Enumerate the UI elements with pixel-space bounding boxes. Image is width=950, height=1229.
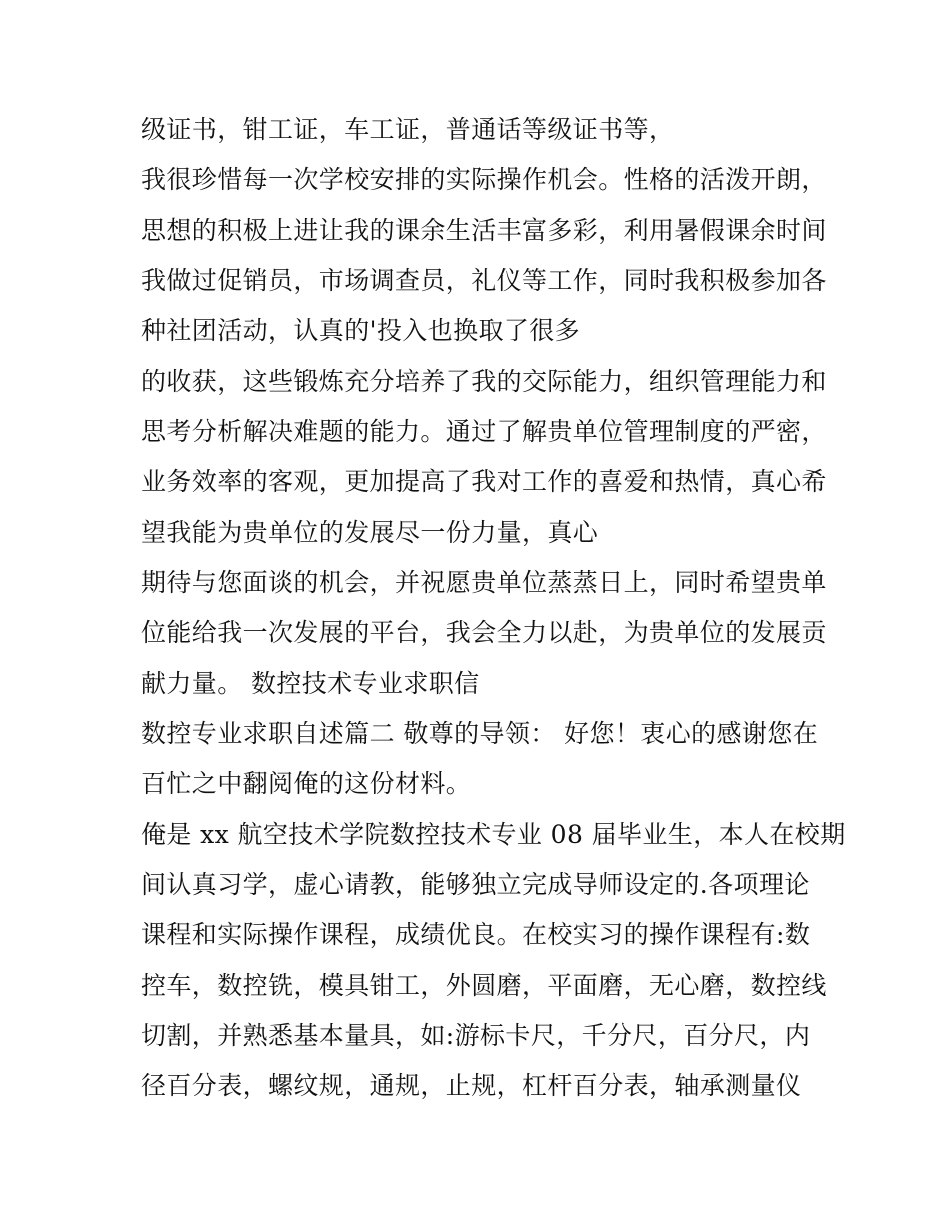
text-line: 我很珍惜每一次学校安排的实际操作机会。性格的活泼开朗，	[141, 165, 827, 194]
text-line: 间认真习学，虚心请教，能够独立完成导师设定的.各项理论	[141, 870, 810, 899]
text-line: 我做过促销员，市场调查员，礼仪等工作，同时我积极参加各	[141, 266, 827, 295]
text-line: 期待与您面谈的机会，并祝愿贵单位蒸蒸日上，同时希望贵单	[141, 568, 827, 597]
text-line: 业务效率的客观，更加提高了我对工作的喜爱和热情，真心希	[141, 467, 827, 496]
text-line: 思考分析解决难题的能力。通过了解贵单位管理制度的严密，	[141, 417, 827, 446]
text-line: 俺是 xx 航空技术学院数控技术专业 08 届毕业生，本人在校期	[141, 820, 846, 849]
text-line: 的收获，这些锻炼充分培养了我的交际能力，组织管理能力和	[141, 367, 827, 396]
text-line: 望我能为贵单位的发展尽一份力量，真心	[141, 518, 599, 547]
text-line: 种社团活动，认真的'投入也换取了很多	[141, 316, 581, 345]
text-line: 级证书，钳工证，车工证，普通话等级证书等，	[141, 115, 675, 144]
text-line: 切割，并熟悉基本量具，如:游标卡尺，千分尺，百分尺，内	[141, 1021, 811, 1050]
text-line: 百忙之中翻阅俺的这份材料。	[141, 769, 472, 798]
text-line: 献力量。 数控技术专业求职信	[141, 669, 480, 698]
text-line: 径百分表，螺纹规，通规，止规，杠杆百分表，轴承测量仪	[141, 1071, 802, 1100]
text-line: 数控专业求职自述篇二 敬尊的导领： 好您！衷心的感谢您在	[141, 719, 819, 748]
text-line: 思想的积极上进让我的课余生活丰富多彩，利用暑假课余时间	[141, 216, 827, 245]
text-line: 课程和实际操作课程，成绩优良。在校实习的操作课程有:数	[141, 920, 811, 949]
text-line: 位能给我一次发展的平台，我会全力以赴，为贵单位的发展贡	[141, 618, 827, 647]
text-line: 控车，数控铣，模具钳工，外圆磨，平面磨，无心磨，数控线	[141, 971, 827, 1000]
